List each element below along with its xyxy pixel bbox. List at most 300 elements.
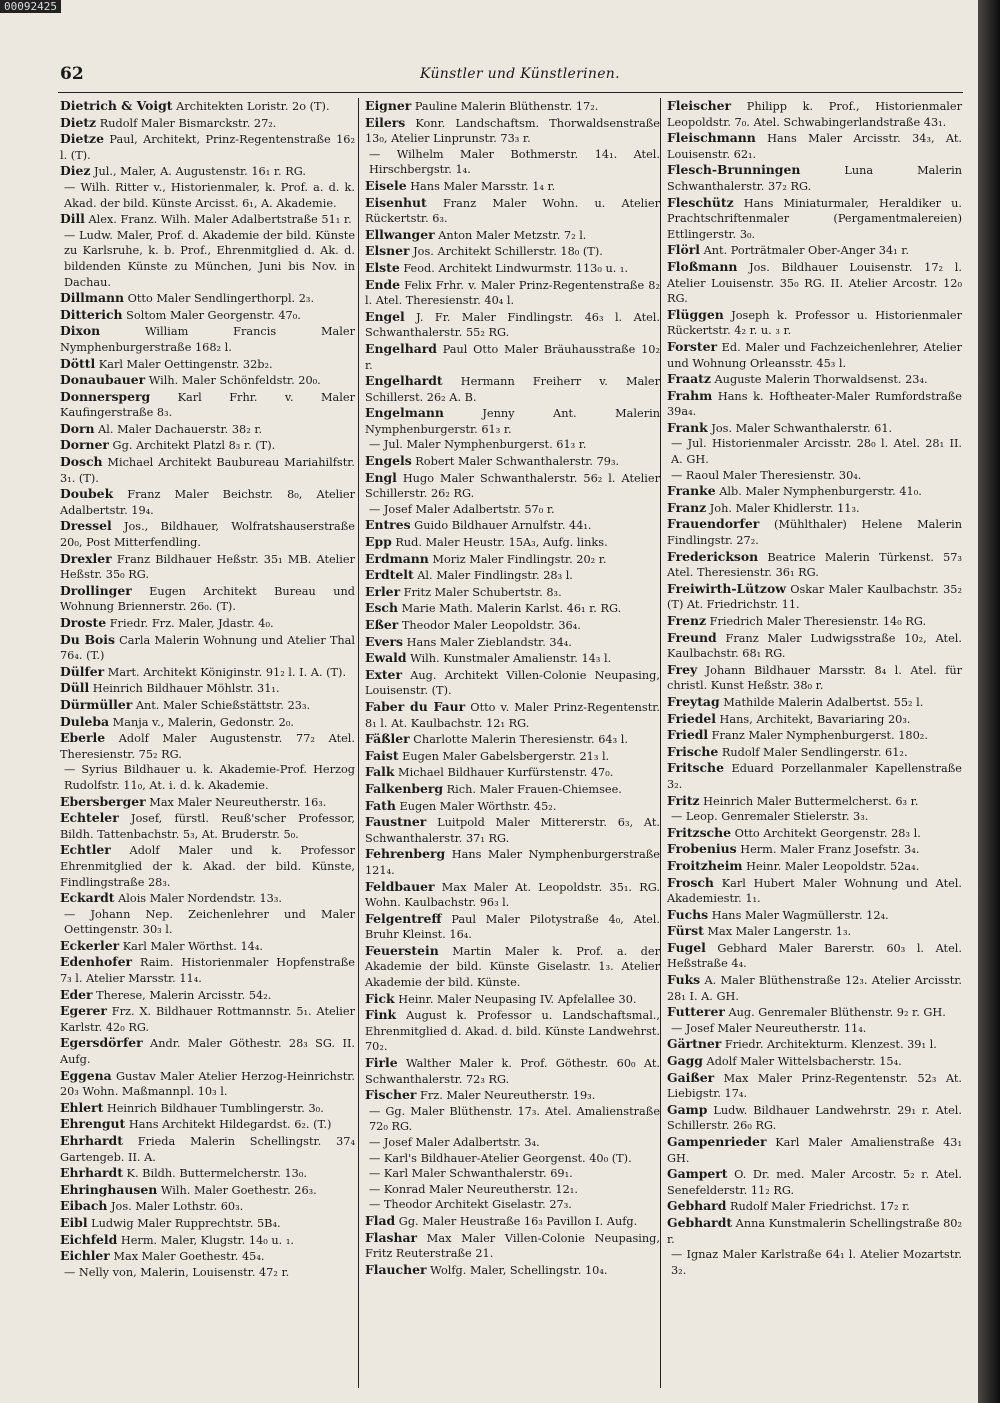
directory-entry <box>60 842 355 890</box>
entry-details: Jos. Bildhauer Louisenstr. 17₂ l. Atelier Louisenstr. 35₀ RG. II. Atelier Arcostr. 12₀ RG. <box>667 260 962 306</box>
entry-surname: Gampenrieder <box>667 1134 767 1149</box>
entry-details: Max Maler Langerstr. 1₃. <box>703 925 852 939</box>
directory-entry <box>667 420 962 437</box>
entry-details: Auguste Malerin Thorwaldsenst. 23₄. <box>710 373 928 387</box>
entry-surname: Dixon <box>60 323 101 339</box>
entry-details: Max Maler At. Leopoldstr. 35₁. RG. Wohn. Kaulbachstr. 96₃ l. <box>365 880 660 910</box>
entry-surname: Ebersberger <box>60 793 146 809</box>
entry-surname: Eilers <box>365 114 406 130</box>
entry-surname: Fraatz <box>667 371 711 387</box>
entry-details: Guido Bildhauer Arnulfstr. 44₁. <box>410 519 592 533</box>
entry-surname: Fäßler <box>365 731 410 747</box>
column-2 <box>365 98 660 1278</box>
entry-details: — Josef Maler Adalbertstr. 3₄. <box>369 1136 540 1149</box>
entry-details: — Raoul Maler Theresienstr. 30₄. <box>671 468 862 482</box>
directory-entry <box>60 437 355 454</box>
entry-details: Wilh. Maler Goethestr. 26₃. <box>157 1183 317 1197</box>
running-head: Künstler und Künstlerinen. <box>420 66 620 82</box>
entry-details: Hans, Architekt, Bavariaring 20₃. <box>715 712 911 726</box>
directory-entry <box>365 98 660 115</box>
directory-entry <box>667 760 962 792</box>
directory-entry <box>365 1197 660 1213</box>
entry-details: Hugo Maler Schwanthalerstr. 56₂ l. Atelier Schillerstr. 26₂ RG. <box>365 471 660 501</box>
entry-details: Heinr. Maler Leopoldstr. 52a₄. <box>742 859 920 873</box>
entry-surname: Edenhofer <box>60 954 133 970</box>
entry-details: Otto Architekt Georgenstr. 28₃ l. <box>731 826 921 840</box>
directory-entry <box>365 1262 660 1279</box>
entry-details: Moriz Maler Findlingstr. 20₂ r. <box>428 552 607 566</box>
entry-surname: Frank <box>667 419 708 435</box>
entry-surname: Frosch <box>667 874 714 890</box>
entry-details: — Ludw. Maler, Prof. d. Akademie der bild. Künste zu Karlsruhe, k. b. Prof., Ehrenmitglied d. Ak. d. bildenden Künste zu München, Juni bis Nov. in Dachau. <box>64 228 355 289</box>
entry-details: Karl Hubert Maler Wohnung und Atel. Akademiestr. 1₁. <box>667 876 962 906</box>
entry-surname: Fink <box>365 1007 397 1023</box>
entry-details: Al. Maler Findlingstr. 28₃ l. <box>413 569 573 583</box>
entry-details: Karl Maler Wörthst. 14₄. <box>119 939 263 953</box>
directory-entry <box>667 613 962 630</box>
directory-entry <box>365 502 660 518</box>
directory-entry <box>365 1104 660 1135</box>
directory-entry <box>667 711 962 728</box>
directory-entry <box>365 748 660 765</box>
directory-entry <box>60 907 355 938</box>
entry-details: — Johann Nep. Zeichenlehrer und Maler Oettingenstr. 30₃ l. <box>64 907 355 937</box>
entry-details: Eugen Maler Wörthstr. 45₂. <box>395 799 557 813</box>
entry-details: Josef, fürstl. Reuß'scher Professor, Bildh. Tattenbachstr. 5₃, At. Bruderstr. 5₀. <box>60 812 355 841</box>
entry-surname: Engl <box>365 469 397 485</box>
directory-entry <box>365 650 660 667</box>
entry-surname: Dillmann <box>60 290 125 306</box>
entry-details: Herm. Maler, Klugstr. 14₀ u. ₁. <box>117 1233 294 1247</box>
entry-surname: Gärtner <box>667 1036 722 1052</box>
entry-details: — Nelly von, Malerin, Louisenstr. 47₂ r. <box>64 1265 290 1279</box>
directory-entry <box>60 1035 355 1067</box>
directory-entry <box>60 1165 355 1182</box>
entry-surname: Ehrhardt <box>60 1133 123 1148</box>
column-divider <box>660 98 661 1388</box>
entry-details: A. Maler Blüthenstraße 12₃. Atelier Arcisstr. 28₁ I. A. GH. <box>667 974 962 1003</box>
entry-details: Adolf Maler Wittelsbacherstr. 15₄. <box>702 1055 902 1069</box>
directory-entry <box>60 180 355 211</box>
directory-entry <box>60 794 355 811</box>
entry-surname: Gebhardt <box>667 1214 733 1230</box>
entry-details: Feod. Architekt Lindwurmstr. 113₀ u. ₁. <box>399 261 629 275</box>
entry-details: Ludwig Maler Rupprechtstr. 5B₄. <box>87 1216 281 1230</box>
directory-entry <box>60 1003 355 1035</box>
directory-entry <box>365 437 660 453</box>
entry-surname: Gaißer <box>667 1069 715 1085</box>
entry-surname: Engelhard <box>365 340 437 356</box>
entry-surname: Fehrenberg <box>365 846 446 862</box>
directory-entry <box>365 798 660 815</box>
directory-entry <box>365 1230 660 1262</box>
entry-details: Fritz Maler Schubertstr. 8₃. <box>400 585 562 599</box>
entry-surname: Dietze <box>60 131 104 147</box>
entry-surname: Erler <box>365 583 401 599</box>
entry-surname: Eichfeld <box>60 1231 118 1247</box>
directory-entry <box>60 1182 355 1199</box>
entry-details: Soltom Maler Georgenstr. 47₀. <box>122 308 301 322</box>
entry-surname: Dressel <box>60 518 112 534</box>
entry-details: Gg. Architekt Platzl 8₃ r. (T). <box>108 439 276 453</box>
directory-entry <box>667 907 962 924</box>
entry-details: — Ignaz Maler Karlstraße 64₁ l. Atelier Mozartstr. 3₂. <box>671 1248 962 1277</box>
entry-surname: Fick <box>365 990 395 1006</box>
entry-surname: Faber du Faur <box>365 698 466 714</box>
directory-entry <box>60 697 355 714</box>
directory-entry <box>365 470 660 502</box>
directory-entry <box>667 1102 962 1134</box>
entry-details: Alex. Franz. Wilh. Maler Adalbertstraße 51₁ r. <box>84 213 352 227</box>
entry-details: Otto v. Maler Prinz-Regentenstr. 8₁ l. At. Kaulbachstr. 12₁ RG. <box>365 700 660 730</box>
entry-details: — Jul. Maler Nymphenburgerst. 61₃ r. <box>369 438 587 452</box>
entry-surname: Gebhard <box>667 1198 727 1214</box>
entry-details: Charlotte Malerin Theresienstr. 64₃ l. <box>409 733 628 747</box>
directory-entry <box>60 131 355 163</box>
entry-surname: Donnersperg <box>60 388 151 404</box>
directory-entry <box>60 486 355 518</box>
entry-details: Eduard Porzellanmaler Kapellenstraße 3₂. <box>667 762 962 791</box>
entry-surname: Echtler <box>60 842 111 858</box>
entry-surname: Fritz <box>667 792 700 808</box>
directory-entry <box>667 1021 962 1037</box>
entry-details: Luna Malerin Schwanthalerstr. 37₂ RG. <box>667 164 962 193</box>
entry-surname: Felgentreff <box>365 910 442 926</box>
header-rule <box>58 92 963 93</box>
entry-details: Max Maler Prinz-Regentenstr. 52₃ At. Liebigstr. 17₄. <box>667 1071 962 1101</box>
entry-surname: Evers <box>365 633 404 649</box>
directory-entry <box>60 551 355 583</box>
entry-details: Aug. Genremaler Blüthenstr. 9₂ r. GH. <box>724 1006 946 1020</box>
entry-details: Franz Maler Wohn. u. Atelier Rückertstr. 6₃. <box>365 196 660 226</box>
directory-entry <box>667 1053 962 1070</box>
directory-entry <box>60 1198 355 1215</box>
entry-surname: Falkenberg <box>365 780 444 796</box>
entry-details: Hans k. Hoftheater-Maler Rumfordstraße 39a₄. <box>667 389 962 419</box>
entry-details: Pauline Malerin Blüthenstr. 17₂. <box>411 100 599 113</box>
entry-surname: Eder <box>60 986 93 1002</box>
entry-details: Frieda Malerin Schellingstr. 37₄ Gartengeb. II. A. <box>60 1135 355 1164</box>
entry-surname: Dorner <box>60 437 109 453</box>
entry-details: K. Bildh. Buttermelcherstr. 13₀. <box>122 1167 307 1181</box>
entry-details: Franz Bildhauer Heßstr. 35₁ MB. Atelier Heßstr. 35₀ RG. <box>60 552 355 582</box>
directory-entry <box>365 341 660 373</box>
entry-details: Anton Maler Metzstr. 7₂ l. <box>434 228 587 242</box>
directory-entry <box>60 615 355 632</box>
directory-entry <box>365 699 660 731</box>
directory-entry <box>60 1265 355 1281</box>
entry-surname: Flashar <box>365 1229 418 1245</box>
entry-details: Philipp k. Prof., Historienmaler Leopoldstr. 7₀. Atel. Schwabingerlandstraße 43₁. <box>667 100 962 129</box>
directory-entry <box>60 664 355 681</box>
entry-surname: Duleba <box>60 713 110 729</box>
directory-entry <box>60 1116 355 1133</box>
directory-entry <box>60 583 355 615</box>
directory-entry <box>667 468 962 484</box>
entry-surname: Ehrengut <box>60 1116 126 1132</box>
directory-entry <box>60 1068 355 1100</box>
directory-entry <box>365 1151 660 1167</box>
entry-details: Hans Maler Nymphenburgerstraße 121₄. <box>365 848 660 877</box>
directory-entry <box>667 483 962 500</box>
entry-surname: Eggena <box>60 1067 112 1083</box>
entry-details: Joseph k. Professor u. Historienmaler Rückertstr. 4₂ r. u. ₃ r. <box>667 308 962 338</box>
directory-entry <box>667 630 962 662</box>
entry-surname: Fugel <box>667 939 706 955</box>
directory-entry <box>667 1134 962 1166</box>
directory-entry <box>60 987 355 1004</box>
entry-surname: Faist <box>365 747 399 763</box>
directory-entry <box>667 436 962 467</box>
entry-surname: Faustner <box>365 814 427 830</box>
entry-surname: Engelmann <box>365 405 444 421</box>
entry-details: Wilh. Maler Schönfeldstr. 20₀. <box>145 374 321 388</box>
directory-entry <box>60 518 355 550</box>
directory-entry <box>667 875 962 907</box>
entry-surname: Fuchs <box>667 906 709 922</box>
entry-details: Carla Malerin Wohnung und Atelier Thal 76₄. (T.) <box>60 633 355 663</box>
directory-entry <box>60 714 355 731</box>
entry-details: Paul, Architekt, Prinz-Regentenstraße 16₂ l. (T). <box>60 133 355 162</box>
entry-details: Adolf Maler Augustenstr. 77₂ Atel. Theresienstr. 75₂ RG. <box>60 732 355 761</box>
entry-surname: Esch <box>365 600 398 616</box>
entry-details: Oskar Maler Kaulbachstr. 35₂ (T) At. Friedrichstr. 11. <box>667 582 962 612</box>
entry-surname: Ende <box>365 276 400 292</box>
directory-entry <box>667 307 962 339</box>
entry-details: Frz. Maler Neureutherstr. 19₃. <box>416 1089 596 1103</box>
directory-entry <box>667 1166 962 1198</box>
directory-entry <box>60 810 355 842</box>
directory-entry <box>60 938 355 955</box>
directory-entry <box>667 549 962 581</box>
entry-surname: Ellwanger <box>365 226 435 242</box>
entry-surname: Dürmüller <box>60 696 133 712</box>
directory-entry <box>667 339 962 371</box>
directory-entry <box>365 584 660 601</box>
entry-surname: Eckardt <box>60 890 115 906</box>
directory-entry <box>365 634 660 651</box>
entry-details: Konr. Landschaftsm. Thorwaldsenstraße 13₀, Atelier Linprunstr. 73₃ r. <box>365 116 660 146</box>
directory-entry <box>667 1036 962 1053</box>
directory-entry <box>667 744 962 761</box>
entry-details: Andr. Maler Göthestr. 28₃ SG. II. Aufg. <box>60 1037 355 1067</box>
entry-details: August k. Professor u. Landschaftsmal., Ehrenmitglied d. Akad. d. bild. Künste Landwehrst. 70₂. <box>365 1009 660 1054</box>
entry-details: Karl Frhr. v. Maler Kaufingerstraße 8₃. <box>60 390 355 420</box>
directory-entry <box>667 841 962 858</box>
entry-surname: Flüggen <box>667 306 724 322</box>
directory-entry <box>60 954 355 986</box>
entry-surname: Frahm <box>667 387 713 403</box>
entry-details: Paul Otto Maler Bräuhausstraße 10₂ r. <box>365 342 660 372</box>
directory-entry <box>60 1232 355 1249</box>
entry-surname: Elsner <box>365 243 410 259</box>
entry-surname: Freiwirth-Lützow <box>667 580 786 596</box>
entry-details: Heinrich Bildhauer Möhlstr. 31₁. <box>89 682 280 696</box>
entry-details: Jos. Maler Schwanthalerstr. 61. <box>707 421 893 435</box>
entry-details: Alois Maler Nordendstr. 13₃. <box>114 892 282 906</box>
entry-details: — Leop. Genremaler Stielerstr. 3₃. <box>671 810 869 824</box>
entry-details: — Syrius Bildhauer u. k. Akademie-Prof. Herzog Rudolfstr. 11₀, At. i. d. k. Akademie. <box>64 763 355 792</box>
directory-entry <box>60 454 355 486</box>
entry-surname: Falk <box>365 764 395 780</box>
entry-surname: Eisenhut <box>365 194 427 210</box>
entry-details: Friedr. Frz. Maler, Jdastr. 4₀. <box>106 617 274 630</box>
entry-details: Eugen Architekt Bureau und Wohnung Briennerstr. 26₀. (T). <box>60 584 355 614</box>
entry-surname: Friedl <box>667 727 709 743</box>
entry-details: Mathilde Malerin Adalbertst. 55₂ l. <box>719 695 924 709</box>
entry-surname: Droste <box>60 615 107 630</box>
directory-entry <box>365 600 660 617</box>
directory-entry <box>60 115 355 132</box>
directory-entry <box>60 1215 355 1232</box>
entry-details: — Wilh. Ritter v., Historienmaler, k. Prof. a. d. k. Akad. der bild. Künste Arcisst. 6₁, A. Akademie. <box>64 180 355 210</box>
directory-entry <box>667 1004 962 1021</box>
entry-details: Gustav Maler Atelier Herzog-Heinrichstr. 20₃ Wohn. Maßmannpl. 10₃ l. <box>60 1069 355 1099</box>
entry-details: Adolf Maler und k. Professor Ehrenmitglied der k. Akad. der bild. Künste, Findlingstraße 28₃. <box>60 844 355 889</box>
entry-details: Walther Maler k. Prof. Göthestr. 60₀ At. Schwanthalerstr. 72₃ RG. <box>365 1057 660 1086</box>
directory-entry <box>667 195 962 243</box>
entry-details: Michael Bildhauer Kurfürstenstr. 47₀. <box>394 766 614 780</box>
directory-entry <box>667 1198 962 1215</box>
directory-entry <box>365 943 660 991</box>
directory-entry <box>365 405 660 437</box>
entry-surname: Frey <box>667 661 698 677</box>
directory-entry <box>667 662 962 694</box>
entry-surname: Du Bois <box>60 631 115 647</box>
entry-surname: Eckerler <box>60 937 120 953</box>
directory-entry <box>667 242 962 259</box>
directory-entry <box>60 389 355 421</box>
directory-entry <box>667 858 962 875</box>
entry-details: Ant. Porträtmaler Ober-Anger 34₁ r. <box>700 244 910 258</box>
entry-surname: Döttl <box>60 355 96 371</box>
entry-surname: Feldbauer <box>365 878 435 894</box>
entry-details: Ludw. Bildhauer Landwehrstr. 29₁ r. Atel. Schillerstr. 26₀ RG. <box>667 1103 962 1133</box>
directory-entry <box>667 1070 962 1102</box>
entry-surname: Diez <box>60 163 91 179</box>
entry-surname: Floßmann <box>667 258 738 274</box>
entry-surname: Eigner <box>365 98 412 113</box>
entry-details: Franz Maler Nymphenburgerst. 180₂. <box>708 729 928 743</box>
entry-details: Architekten Loristr. 2o (T). <box>172 100 330 113</box>
entry-surname: Epp <box>365 534 392 550</box>
entry-surname: Dill <box>60 211 85 227</box>
entry-surname: Gamp <box>667 1101 708 1117</box>
entry-surname: Froitzheim <box>667 857 743 873</box>
entry-details: Hans Maler Arcisstr. 34₃, At. Louisenstr. 62₁. <box>667 132 962 161</box>
entry-details: (Mühlthaler) Helene Malerin Findlingstr. 27₂. <box>667 518 962 548</box>
entry-surname: Gampert <box>667 1166 728 1182</box>
directory-entry <box>365 551 660 568</box>
entry-surname: Eisele <box>365 177 407 193</box>
entry-details: Jenny Ant. Malerin Nymphenburgerstr. 61₃ r. <box>365 407 660 436</box>
directory-entry <box>365 781 660 798</box>
directory-entry <box>60 730 355 762</box>
entry-details: Felix Frhr. v. Maler Prinz-Regentenstraße 8₂ l. Atel. Theresienstr. 40₄ l. <box>365 278 660 308</box>
entry-details: Rudolf Maler Bismarckstr. 27₂. <box>96 116 277 130</box>
directory-entry <box>365 227 660 244</box>
entry-details: Karl Maler Oettingenstr. 32b₂. <box>95 357 273 371</box>
directory-entry <box>60 421 355 438</box>
entry-surname: Ditterich <box>60 306 123 322</box>
entry-details: Heinr. Maler Neupasing IV. Apfelallee 30. <box>394 992 637 1006</box>
entry-surname: Fath <box>365 797 396 813</box>
directory-entry <box>365 1055 660 1087</box>
entry-surname: Franke <box>667 483 716 499</box>
entry-surname: Ewald <box>365 650 407 666</box>
entry-surname: Frauendorfer <box>667 516 760 532</box>
entry-surname: Exter <box>365 666 402 682</box>
directory-entry <box>667 130 962 162</box>
directory-entry <box>60 890 355 907</box>
entry-surname: Dosch <box>60 454 103 470</box>
entry-surname: Elste <box>365 259 400 275</box>
entry-details: Hans Maler Marsstr. 1₄ r. <box>406 179 556 193</box>
directory-entry <box>365 911 660 943</box>
entry-details: Aug. Architekt Villen-Colonie Neupasing, Louisenstr. (T). <box>365 668 660 698</box>
directory-entry <box>60 163 355 180</box>
directory-entry <box>667 1247 962 1278</box>
entry-details: Rudolf Maler Sendlingerstr. 61₂. <box>718 745 908 759</box>
directory-entry <box>365 309 660 341</box>
entry-details: Manja v., Malerin, Gedonstr. 2₀. <box>109 715 294 729</box>
column-1 <box>60 98 355 1280</box>
directory-entry <box>365 277 660 309</box>
directory-entry <box>667 371 962 388</box>
column-divider <box>358 98 359 1388</box>
directory-entry <box>365 147 660 178</box>
directory-entry <box>667 694 962 711</box>
entry-details: Martin Maler k. Prof. a. der Akademie der bild. Künste Giselastr. 1₃. Atelier Akademie der bild. Künste. <box>365 944 660 990</box>
entry-details: Joh. Maler Khidlerstr. 11₃. <box>706 501 860 515</box>
directory-entry <box>60 1133 355 1165</box>
entry-surname: Flörl <box>667 242 701 258</box>
entry-details: Robert Maler Schwanthalerstr. 79₃. <box>411 455 620 469</box>
entry-surname: Fritzsche <box>667 824 731 840</box>
directory-entry <box>667 940 962 972</box>
entry-details: Karl Maler Amalienstraße 43₁ GH. <box>667 1136 962 1165</box>
directory-entry <box>365 846 660 878</box>
entry-details: Otto Maler Sendlingerthorpl. 2₃. <box>124 292 315 306</box>
entry-surname: Firle <box>365 1055 398 1071</box>
entry-surname: Frische <box>667 743 719 759</box>
directory-entry <box>60 228 355 290</box>
directory-entry <box>60 356 355 373</box>
entry-details: Jos. Architekt Schillerstr. 18₀ (T). <box>409 245 603 259</box>
directory-entry <box>667 825 962 842</box>
entry-details: — Jul. Historienmaler Arcisstr. 28₀ l. Atel. 28₁ II. A. GH. <box>671 437 962 467</box>
directory-entry <box>667 500 962 517</box>
entry-details: Beatrice Malerin Türkenst. 57₃ Atel. Theresienstr. 36₁ RG. <box>667 550 962 580</box>
entry-details: Marie Math. Malerin Karlst. 46₁ r. RG. <box>397 602 622 616</box>
entry-surname: Eberle <box>60 730 106 746</box>
entry-surname: Doubek <box>60 486 114 502</box>
entry-surname: Dorn <box>60 420 95 436</box>
entry-details: Alb. Maler Nymphenburgerstr. 41₀. <box>715 485 922 499</box>
directory-entry <box>365 814 660 846</box>
entry-surname: Engelhardt <box>365 373 443 389</box>
directory-entry <box>365 1087 660 1104</box>
entry-surname: Fleischer <box>667 98 732 113</box>
directory-entry <box>667 972 962 1004</box>
entry-details: — Karl Maler Schwanthalerstr. 69₁. <box>369 1167 573 1181</box>
entry-surname: Dülfer <box>60 663 105 679</box>
directory-entry <box>365 1166 660 1182</box>
entry-surname: Erdmann <box>365 550 429 566</box>
entry-details: Eugen Maler Gabelsbergerstr. 21₃ l. <box>398 749 610 763</box>
entry-surname: Drexler <box>60 550 112 566</box>
directory-entry <box>365 617 660 634</box>
